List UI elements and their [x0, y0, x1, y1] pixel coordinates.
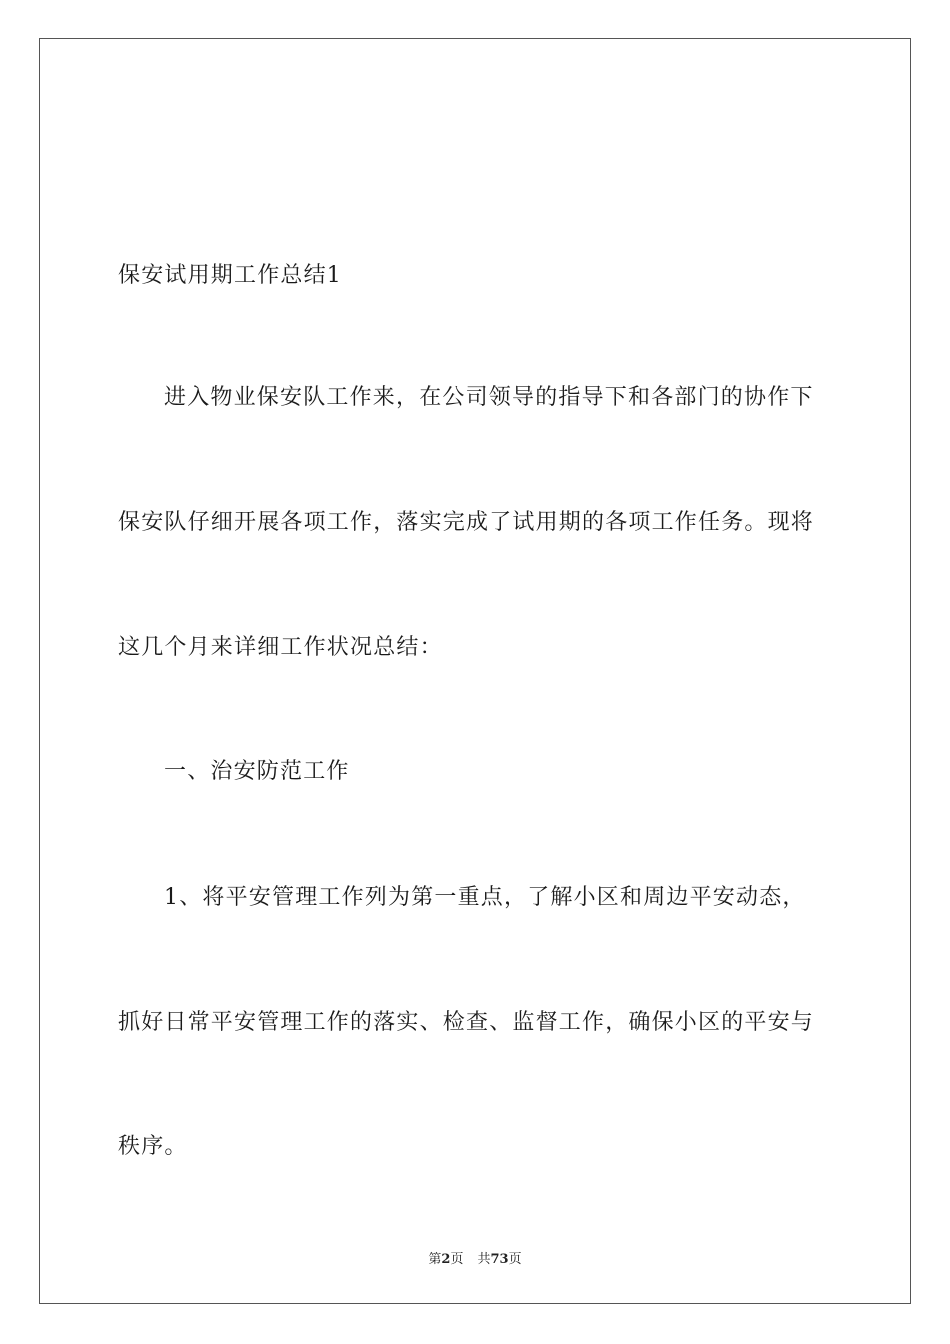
page-number: 2: [441, 1252, 451, 1267]
paragraph-line-2: 保安队仔细开展各项工作，落实完成了试用期的各项工作任务。现将: [118, 510, 815, 535]
paragraph-line-4: 1、将平安管理工作列为第一重点，了解小区和周边平安动态，: [164, 885, 806, 910]
section-heading: 一、治安防范工作: [164, 759, 350, 784]
page-suffix: 页: [450, 1252, 464, 1267]
total-pages: 73: [490, 1252, 509, 1267]
document-title: 保安试用期工作总结1: [118, 263, 342, 288]
paragraph-line-1: 进入物业保安队工作来，在公司领导的指导下和各部门的协作下: [164, 385, 814, 410]
paragraph-line-3: 这几个月来详细工作状况总结：: [118, 635, 443, 660]
page-prefix: 第: [428, 1252, 442, 1267]
page-border: [39, 38, 911, 1304]
total-prefix: 共: [477, 1252, 491, 1267]
paragraph-line-6: 秩序。: [118, 1134, 188, 1159]
page-footer: [0, 1248, 950, 1267]
paragraph-line-5: 抓好日常平安管理工作的落实、检查、监督工作，确保小区的平安与: [118, 1010, 815, 1035]
total-suffix: 页: [508, 1252, 522, 1267]
